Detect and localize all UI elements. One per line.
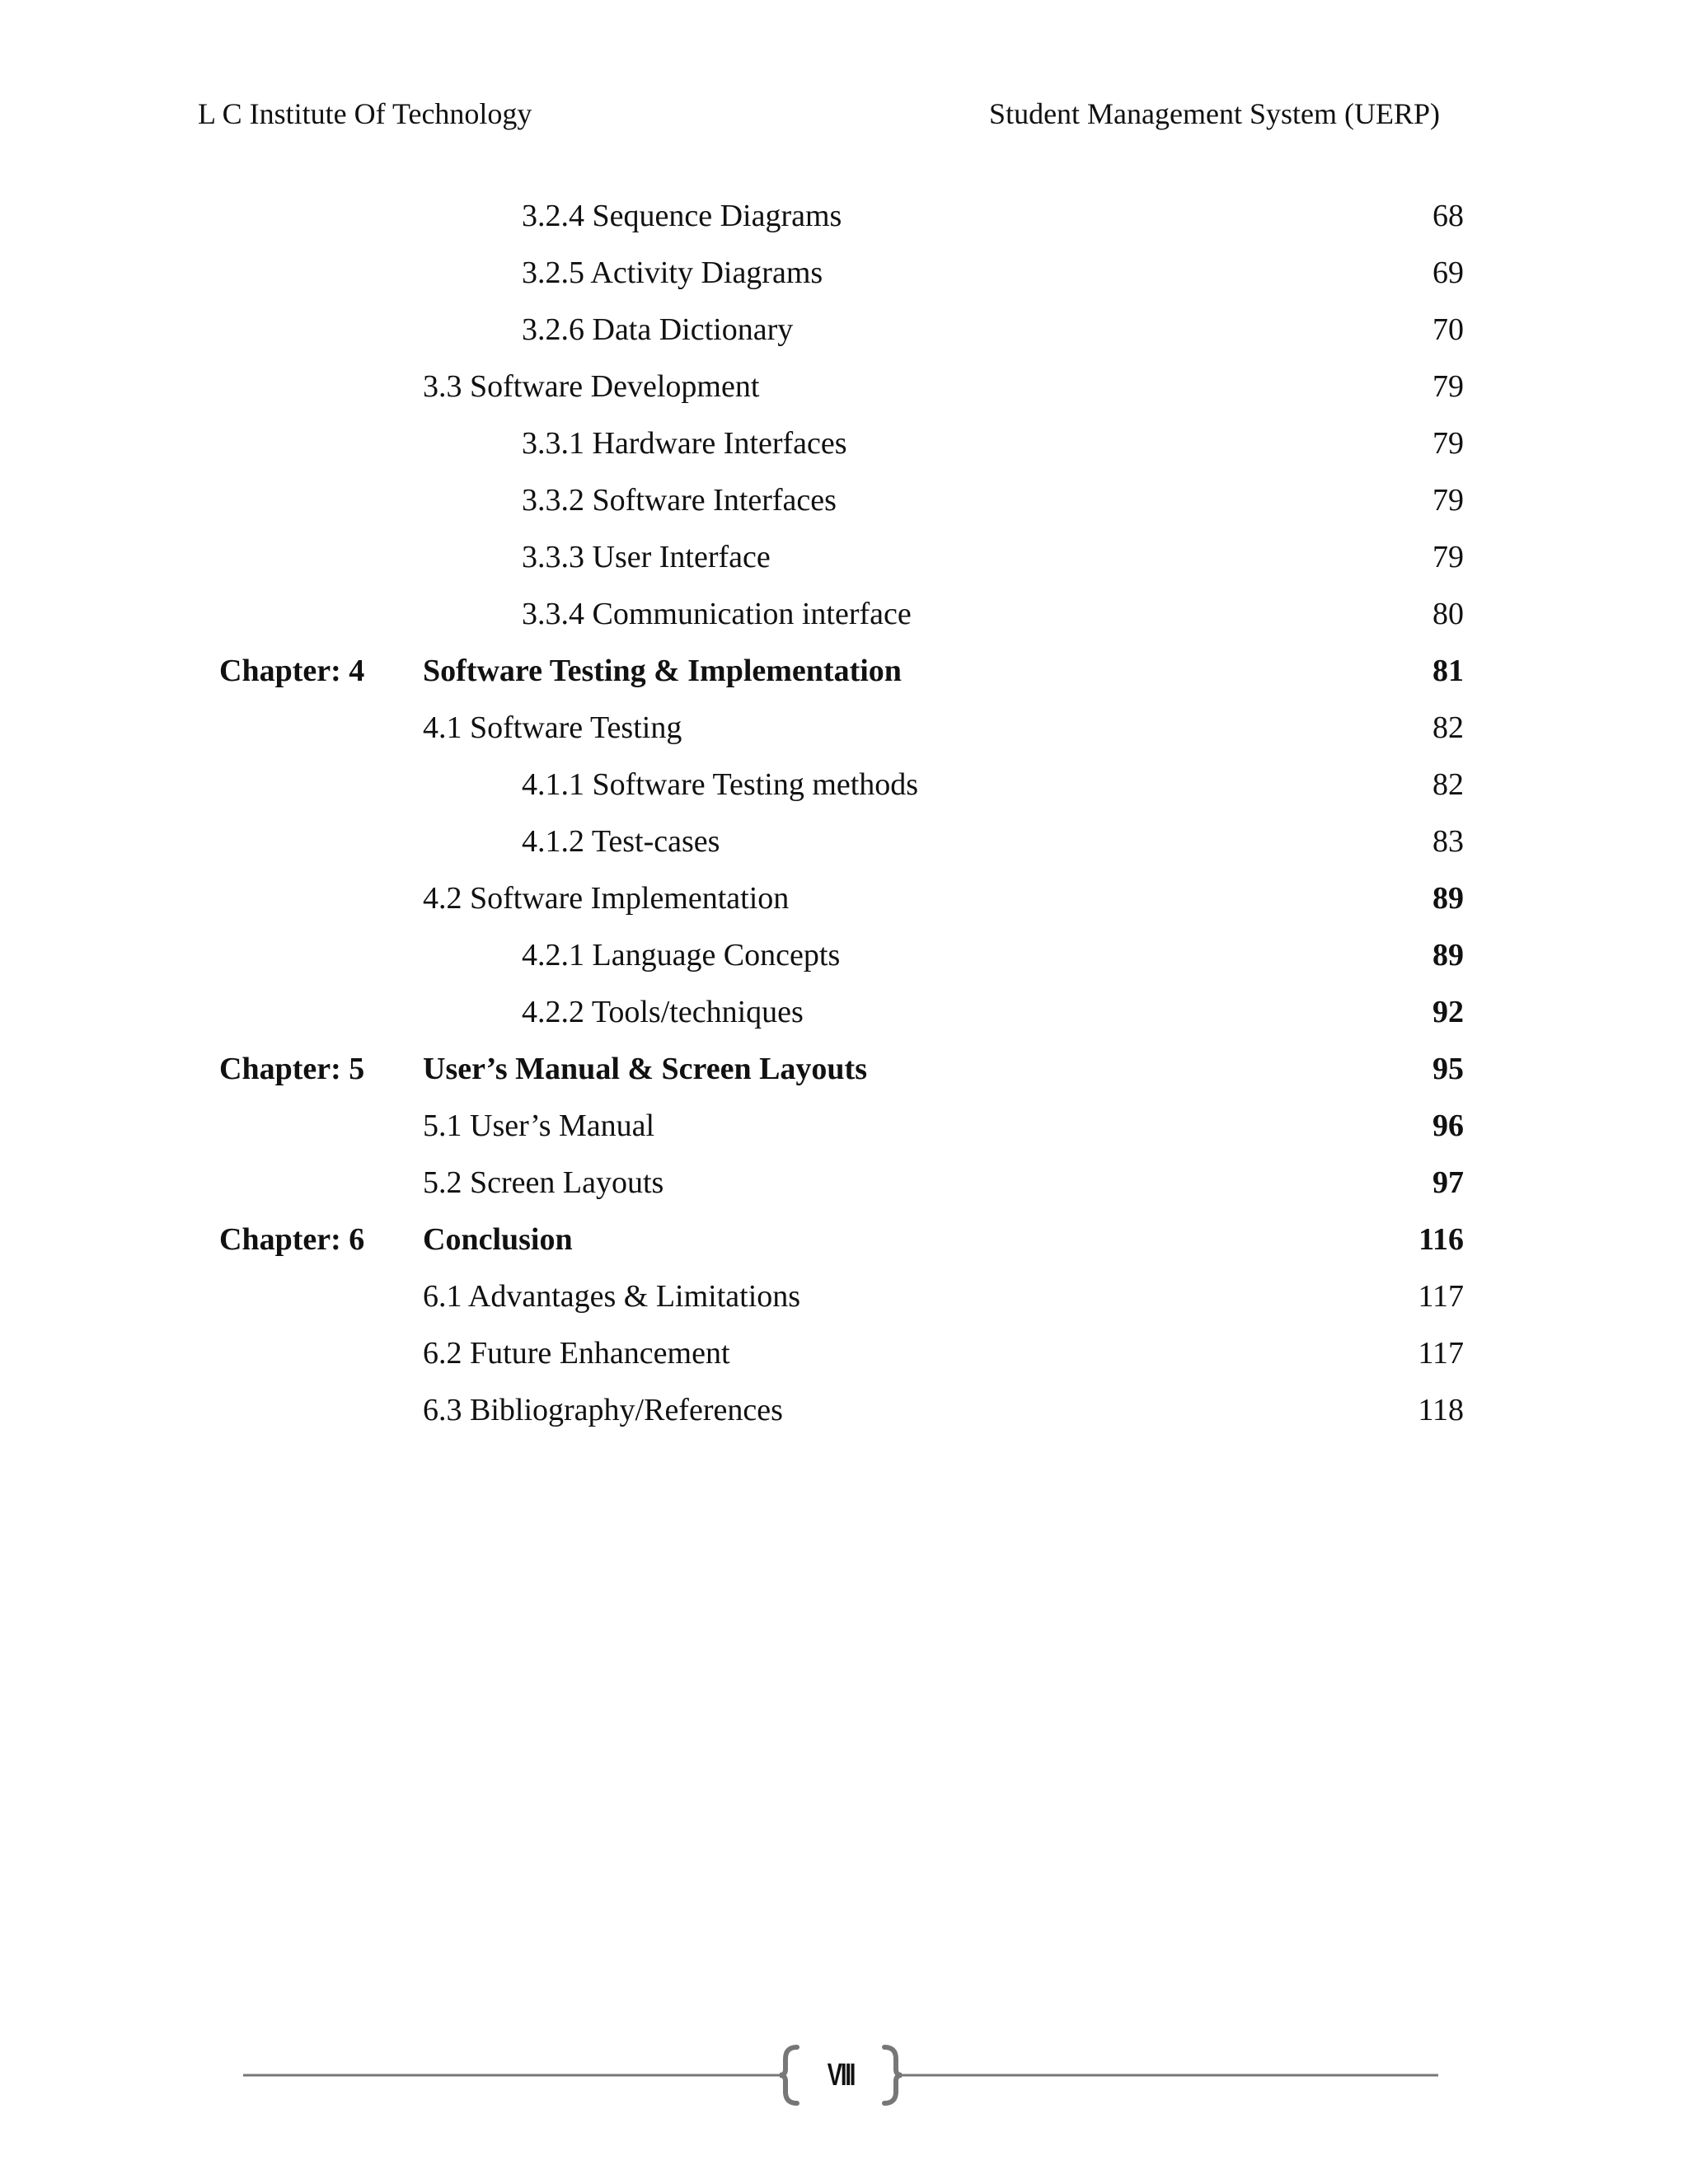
header-project-title: Student Management System (UERP) (989, 97, 1440, 130)
toc-entry-title: 4.1.2 Test-cases (522, 824, 720, 859)
toc-row (0, 252, 1688, 309)
toc-entry-page: 89 (1432, 881, 1464, 916)
toc-entry-page: 92 (1432, 995, 1464, 1029)
toc-row (0, 935, 1688, 991)
toc-entry-page: 79 (1432, 426, 1464, 461)
toc-row (0, 1276, 1688, 1333)
toc-entry-title: 6.2 Future Enhancement (423, 1336, 730, 1371)
toc-entry-page: 116 (1418, 1222, 1464, 1257)
toc-entry-page: 118 (1418, 1393, 1464, 1427)
table-of-contents (0, 195, 1688, 1446)
toc-entry-page: 80 (1432, 597, 1464, 631)
toc-entry-title: 4.1 Software Testing (423, 710, 682, 745)
toc-row (0, 764, 1688, 821)
toc-row (0, 195, 1688, 252)
toc-entry-page: 117 (1418, 1279, 1464, 1314)
toc-row (0, 366, 1688, 423)
toc-entry-title: Conclusion (423, 1222, 573, 1257)
page-footer (243, 2042, 1438, 2108)
toc-entry-title: 6.3 Bibliography/References (423, 1393, 783, 1427)
toc-chapter-label: Chapter: 6 (219, 1222, 365, 1257)
toc-entry-title: 5.2 Screen Layouts (423, 1165, 664, 1200)
toc-row (0, 878, 1688, 935)
toc-entry-page: 117 (1418, 1336, 1464, 1371)
toc-entry-title: 3.2.5 Activity Diagrams (522, 255, 823, 290)
toc-chapter-label: Chapter: 5 (219, 1052, 365, 1086)
toc-chapter-row (0, 650, 1688, 707)
toc-entry-page: 82 (1432, 710, 1464, 745)
toc-entry-page: 79 (1432, 369, 1464, 404)
toc-row (0, 991, 1688, 1048)
toc-entry-title: 3.2.6 Data Dictionary (522, 312, 794, 347)
toc-entry-title: 3.3.4 Communication interface (522, 597, 912, 631)
toc-entry-page: 68 (1432, 199, 1464, 233)
toc-entry-title: 4.2.1 Language Concepts (522, 938, 841, 972)
toc-row (0, 821, 1688, 878)
toc-entry-title: User’s Manual & Screen Layouts (423, 1052, 867, 1086)
toc-entry-title: 3.2.4 Sequence Diagrams (522, 199, 842, 233)
toc-row (0, 423, 1688, 480)
toc-chapter-label: Chapter: 4 (219, 654, 365, 688)
toc-entry-title: 6.1 Advantages & Limitations (423, 1279, 801, 1314)
toc-row (0, 1105, 1688, 1162)
toc-entry-page: 97 (1432, 1165, 1464, 1200)
page-number: VIII (827, 2058, 855, 2093)
toc-entry-page: 89 (1432, 938, 1464, 972)
toc-row (0, 309, 1688, 366)
toc-entry-page: 79 (1432, 540, 1464, 574)
toc-entry-title: 3.3.3 User Interface (522, 540, 771, 574)
toc-entry-title: 4.2.2 Tools/techniques (522, 995, 804, 1029)
toc-row (0, 1333, 1688, 1390)
toc-entry-page: 70 (1432, 312, 1464, 347)
toc-entry-page: 96 (1432, 1108, 1464, 1143)
toc-entry-title: 3.3 Software Development (423, 369, 760, 404)
toc-chapter-row (0, 1048, 1688, 1105)
toc-entry-page: 82 (1432, 767, 1464, 802)
toc-entry-title: 5.1 User’s Manual (423, 1108, 655, 1143)
toc-entry-page: 83 (1432, 824, 1464, 859)
toc-entry-page: 81 (1432, 654, 1464, 688)
toc-entry-title: Software Testing & Implementation (423, 654, 902, 688)
toc-row (0, 593, 1688, 650)
toc-entry-title: 4.2 Software Implementation (423, 881, 790, 916)
toc-chapter-row (0, 1219, 1688, 1276)
toc-row (0, 1390, 1688, 1446)
toc-entry-page: 79 (1432, 483, 1464, 518)
toc-entry-page: 95 (1432, 1052, 1464, 1086)
header-institute: L C Institute Of Technology (198, 97, 532, 130)
toc-entry-title: 3.3.1 Hardware Interfaces (522, 426, 847, 461)
toc-row (0, 480, 1688, 537)
toc-row (0, 537, 1688, 593)
toc-row (0, 707, 1688, 764)
toc-entry-title: 4.1.1 Software Testing methods (522, 767, 919, 802)
toc-entry-title: 3.3.2 Software Interfaces (522, 483, 837, 518)
toc-row (0, 1162, 1688, 1219)
toc-entry-page: 69 (1432, 255, 1464, 290)
